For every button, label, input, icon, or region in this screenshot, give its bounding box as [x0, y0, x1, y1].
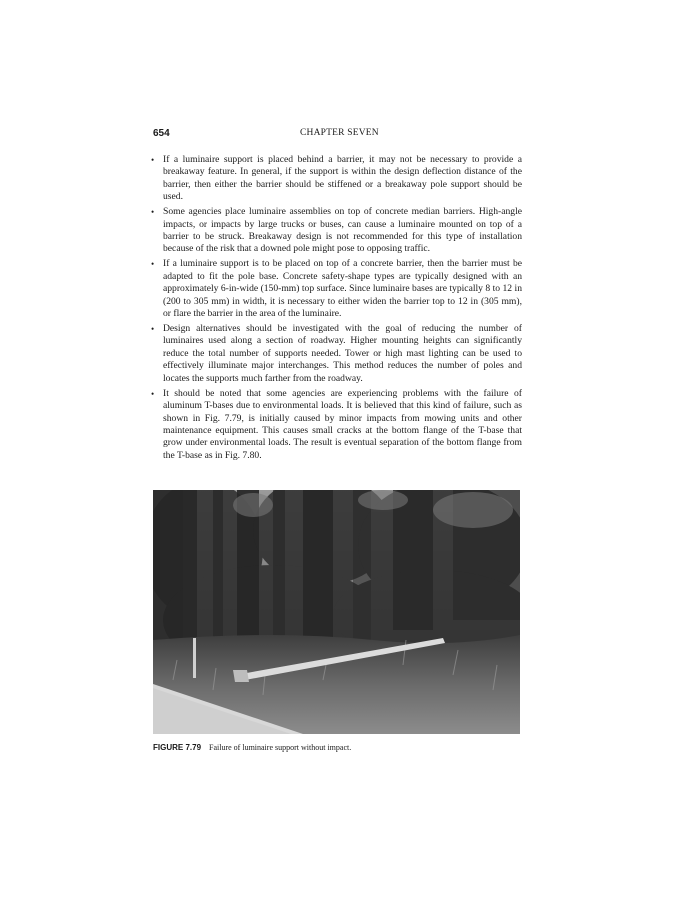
list-item: [151, 388, 522, 462]
list-item: [151, 206, 522, 256]
figure-label: FIGURE 7.79: [153, 743, 202, 752]
bullet-icon: •: [151, 324, 155, 335]
list-item: [151, 154, 522, 204]
bullet-icon: •: [151, 388, 155, 399]
list-item: [151, 258, 522, 320]
figure-caption-text: Failure of luminaire support without impact.: [209, 743, 352, 752]
bullet-text: If a luminaire support is to be placed on top of a concrete barrier, then the barrier must be adapted to fit the pole base. Concrete safety-shape types are typically designed with an approximately 6-in-wide (150-mm) top surface. Since luminaire bases are typically 8 to 12 in (200 to 305 mm) in width, it is necessary to either widen the barrier top to 12 in (305 mm), or flare the barrier in the area of the luminaire.: [163, 258, 522, 320]
bullet-icon: •: [151, 259, 155, 270]
list-item: [151, 323, 522, 385]
figure-photo: [153, 490, 520, 734]
bullet-icon: •: [151, 155, 155, 165]
running-head: CHAPTER SEVEN: [300, 128, 379, 138]
bullet-text: If a luminaire support is placed behind a barrier, it may not be necessary to provide a breakaway feature. In general, if the support is within the design deflection distance of the barrier, then either the barrier should be stiffened or a breakaway pole support should be used.: [163, 154, 522, 203]
bullet-text: It should be noted that some agencies are experiencing problems with the failure of aluminum T-bases due to environmental loads. It is believed that this kind of failure, such as shown in Fig. 7.79, is initially caused by minor impacts from mowing units and other maintenance equipment. This causes small cracks at the bottom flange of the T-base that grow under environmental loads. The result is eventual separation of the bottom flange from the T-base as in Fig. 7.80.: [163, 387, 522, 461]
page-number: 654: [153, 128, 170, 139]
figure-caption: [153, 743, 351, 752]
bullet-text: Some agencies place luminaire assemblies on top of concrete median barriers. High-angle impacts, or impacts by large trucks or buses, can cause a luminaire mounted on top of a barrier to be struck. Breakaway design is not recommended for this type of installation because of the risk that a downed pole might pose to opposing traffic.: [163, 206, 522, 255]
bullet-text: Design alternatives should be investigated with the goal of reducing the number of luminaires used along a section of roadway. Higher mounting heights can significantly reduce the total number of supports needed. Tower or high mast lighting can be used to effectively illuminate major interchanges. This method reduces the number of poles and locates the supports much farther from the roadway.: [163, 323, 522, 384]
bullet-icon: •: [151, 207, 155, 218]
bullet-list: [151, 154, 522, 465]
